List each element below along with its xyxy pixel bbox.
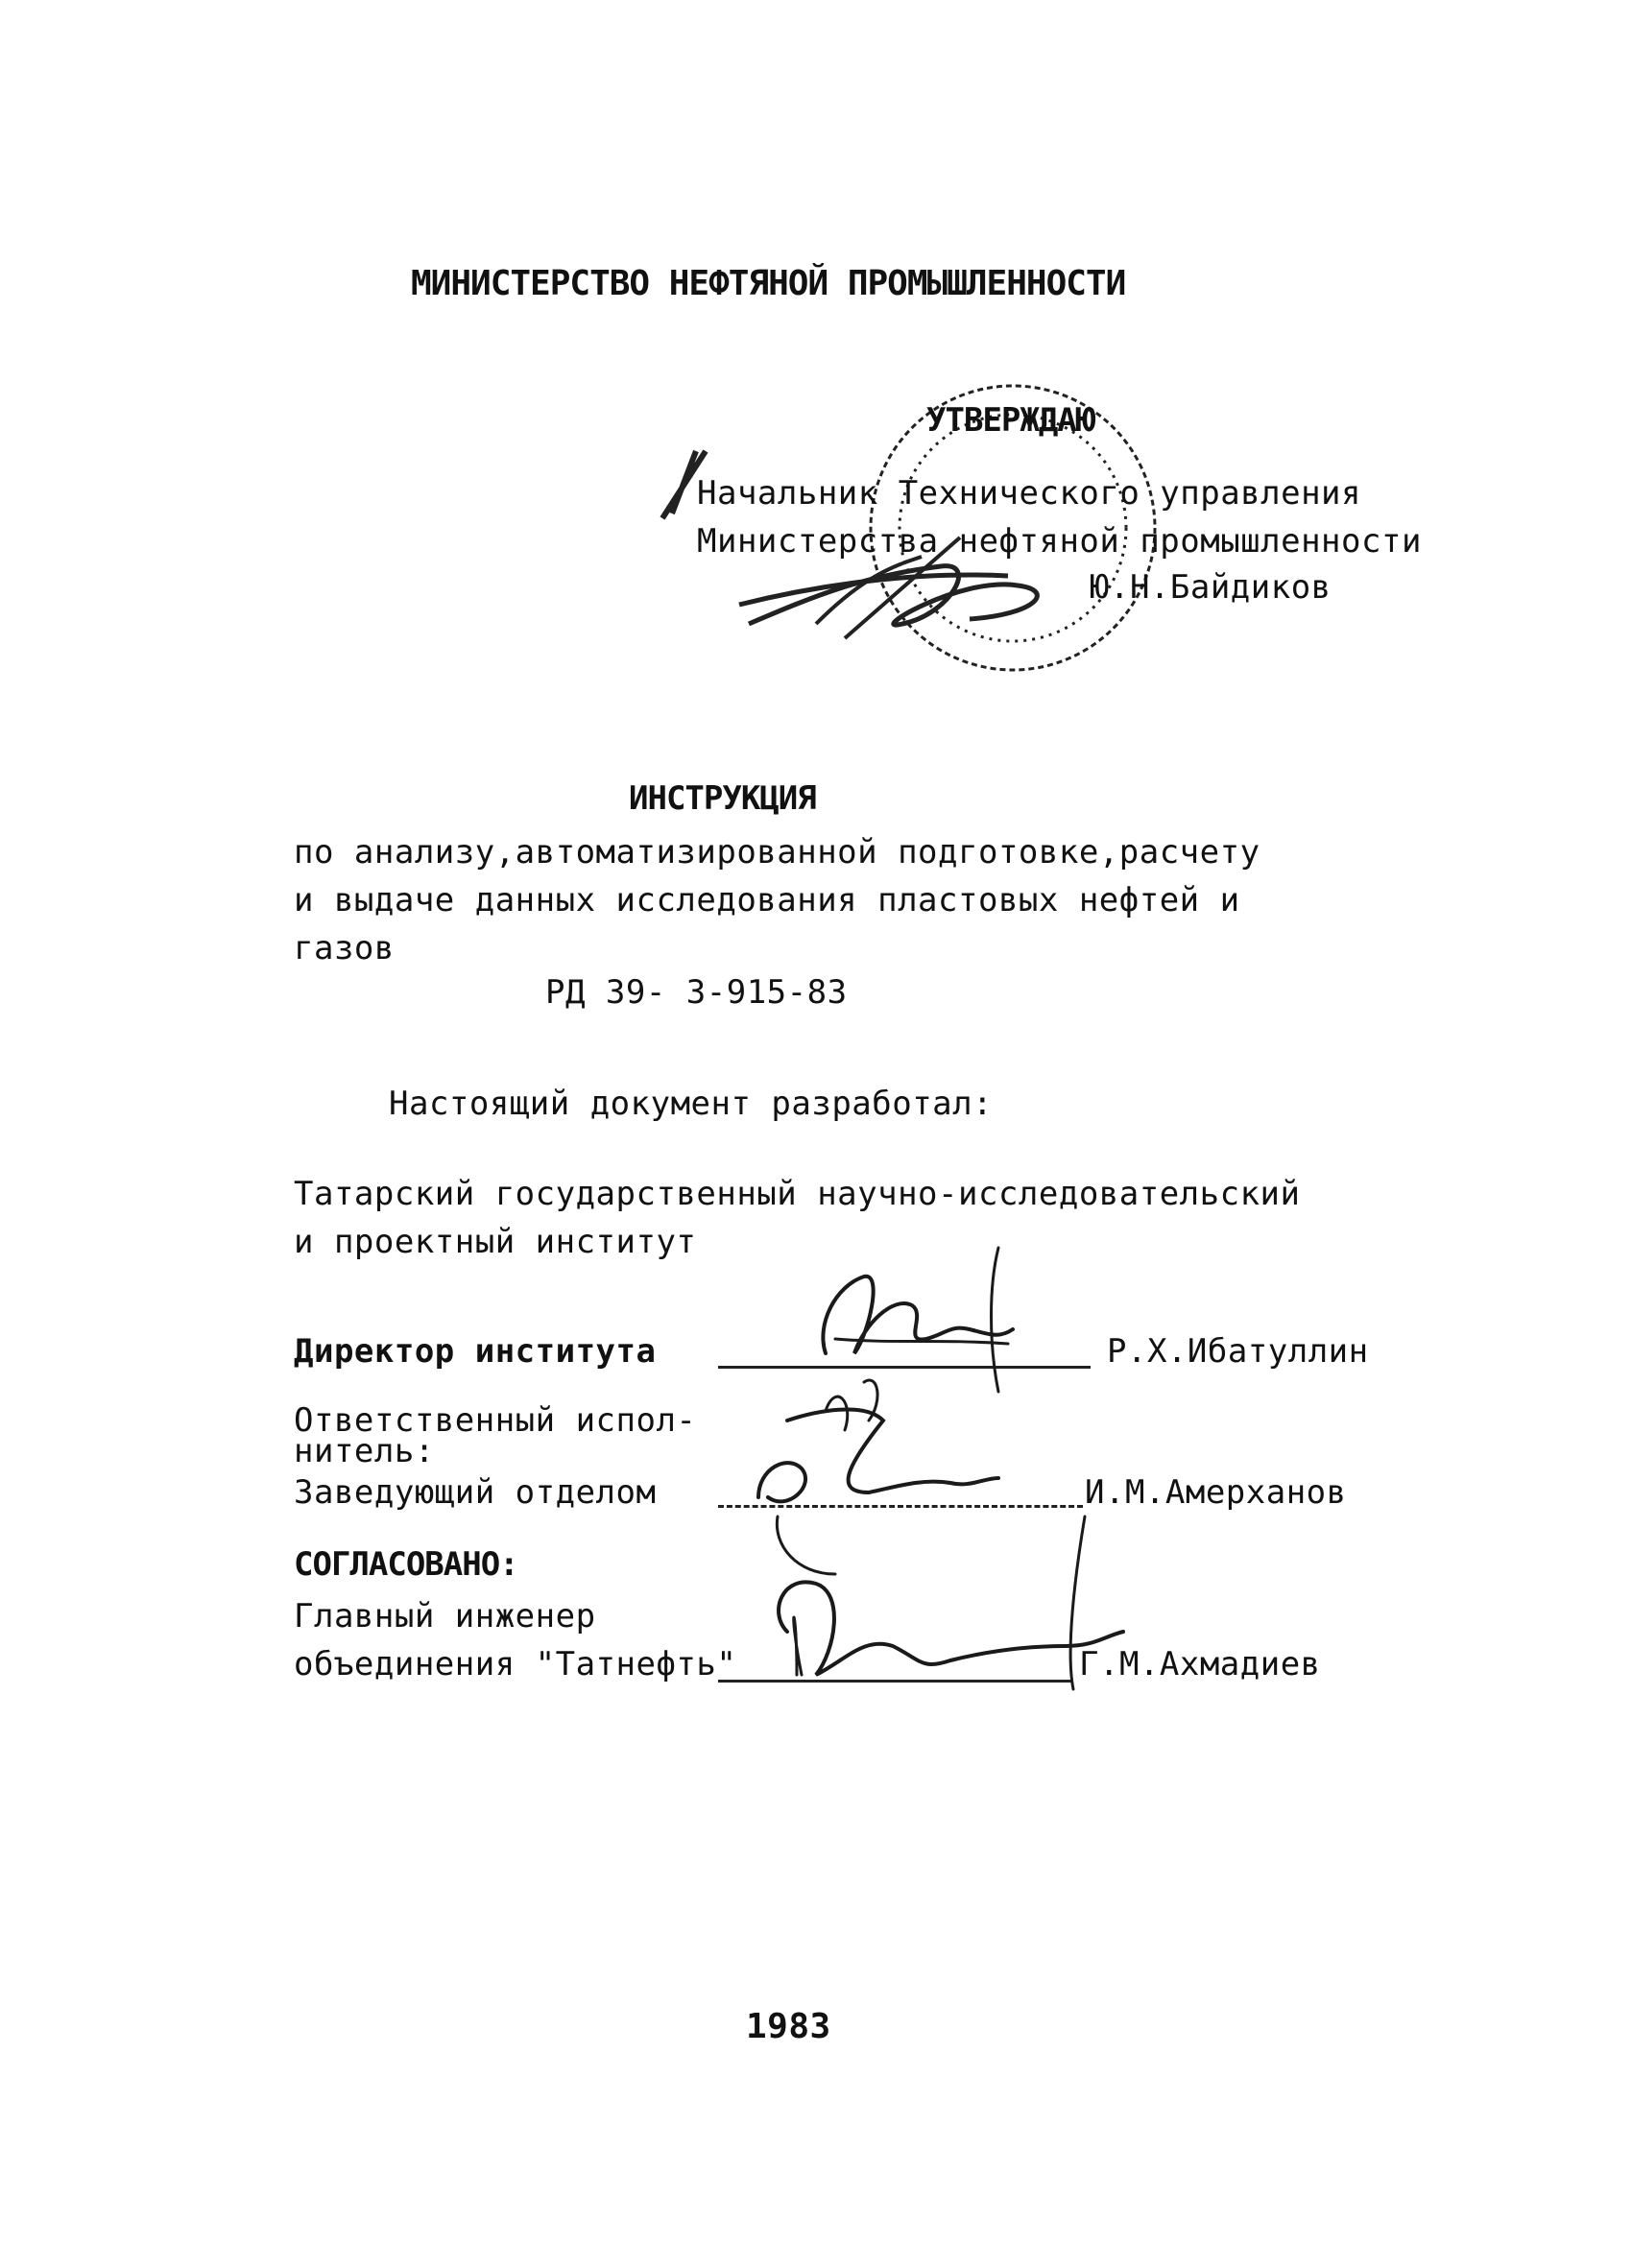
chief-engineer-line2: объединения "Татнефть" <box>294 1645 737 1683</box>
head-dept-label: Заведующий отделом <box>294 1473 657 1512</box>
developer-org-line1: Татарский государственный научно-исследовательский <box>294 1175 1301 1213</box>
developer-org-line2: и проектный институт <box>294 1223 697 1261</box>
director-label: Директор института <box>294 1332 657 1371</box>
approval-approved: УТВЕРЖДАЮ <box>926 401 1095 440</box>
footer-year: 1983 <box>746 2007 831 2046</box>
approval-position-line2: Министерства нефтяной промышленности <box>697 522 1422 561</box>
document-title: ИНСТРУКЦИЯ <box>629 779 816 818</box>
head-dept-signature-stroke <box>758 1409 998 1501</box>
ministry-heading: МИНИСТЕРСТВО НЕФТЯНОЙ ПРОМЫШЛЕННОСТИ <box>411 264 1126 303</box>
agreed-label: СОГЛАСОВАНО: <box>294 1545 518 1584</box>
head-dept-name: И.М.Амерханов <box>1085 1473 1347 1512</box>
chief-engineer-name: Г.М.Ахмадиев <box>1079 1645 1321 1683</box>
document-code: РД 39- 3-915-83 <box>545 973 848 1012</box>
responsible-label-line1: Ответственный испол- <box>294 1401 697 1440</box>
approval-name: Ю.Н.Байдиков <box>1090 568 1332 607</box>
chief-engineer-line1: Главный инженер <box>294 1597 596 1635</box>
title-line2: и выдаче данных исследования пластовых нефтей и <box>294 881 1240 919</box>
responsible-label-line2: нитель: <box>294 1432 435 1470</box>
title-line3: газов <box>294 929 395 967</box>
title-line1: по анализу,автоматизированной подготовке,расчету <box>294 833 1260 871</box>
approval-position-line1: Начальник Технического управления <box>697 474 1362 513</box>
developer-intro: Настоящий документ разработал: <box>389 1085 994 1123</box>
director-name: Р.Х.Ибатуллин <box>1107 1332 1369 1371</box>
